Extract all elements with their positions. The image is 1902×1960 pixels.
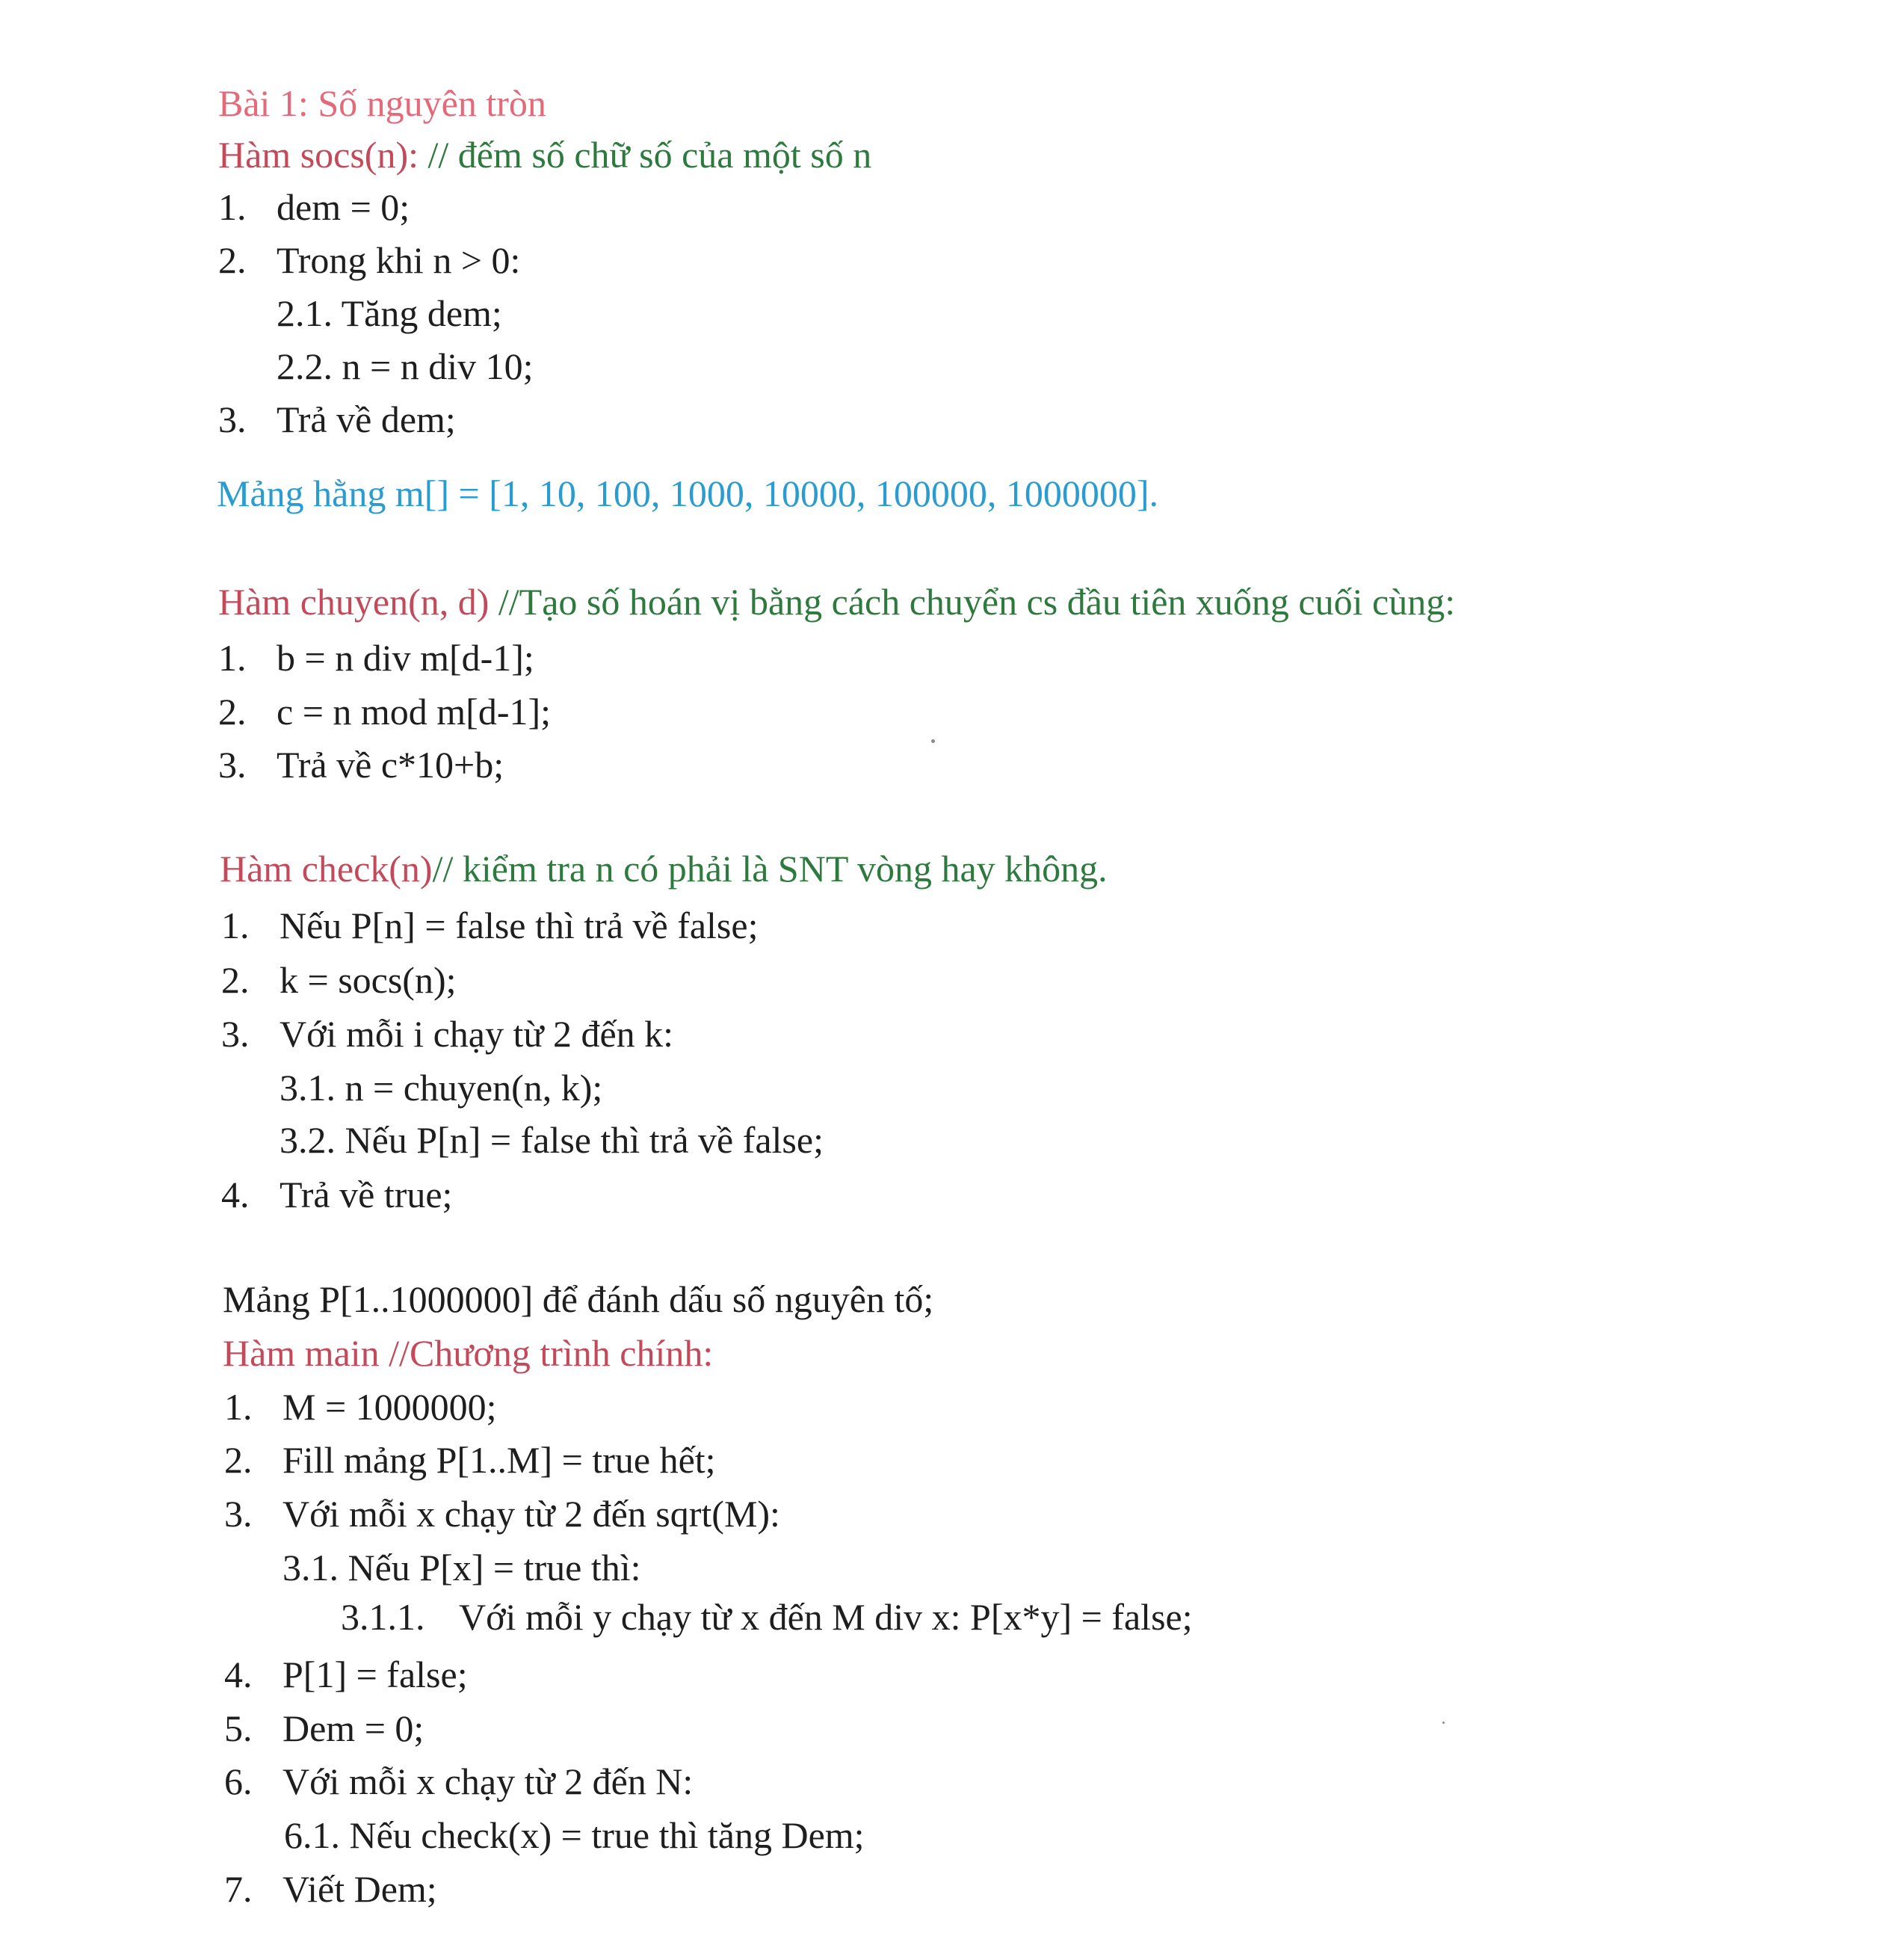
main-substep: 6.1. Nếu check(x) = true thì tăng Dem; [284,1814,865,1856]
check-header-name: Hàm check(n) [220,848,433,890]
check-step: 4. Trả về true; [221,1174,453,1215]
chuyen-header-comment: //Tạo số hoán vị bằng cách chuyển cs đầu tiên xuống cuối cùng: [489,581,1456,623]
socs-substep: 2.2. n = n div 10; [277,345,534,387]
socs-header [218,134,872,176]
main-step: 6. Với mỗi x chạy từ 2 đến N: [224,1760,694,1802]
socs-substep: 2.1. Tăng dem; [277,292,502,334]
check-header-comment: // kiểm tra n có phải là SNT vòng hay không. [432,848,1108,890]
scan-speck [931,739,935,743]
check-header [220,848,1108,890]
main-step: 2. Fill mảng P[1..M] = true hết; [224,1439,716,1481]
main-subsubstep: 3.1.1. Với mỗi y chạy từ x đến M div x: P[x*y] = false; [341,1596,1193,1638]
main-step: 3. Với mỗi x chạy từ 2 đến sqrt(M): [224,1493,780,1535]
socs-step: 2. Trong khi n > 0: [218,239,521,281]
socs-step: 3. Trả về dem; [218,398,456,440]
main-step: 5. Dem = 0; [224,1707,424,1749]
chuyen-header [218,581,1456,623]
main-step: 4. P[1] = false; [224,1654,468,1695]
check-substep: 3.1. n = chuyen(n, k); [280,1067,603,1109]
page-title: Bài 1: Số nguyên tròn [218,82,546,124]
main-step: 7. Viết Dem; [224,1868,437,1910]
socs-header-comment: // đếm số chữ số của một số n [419,134,872,176]
main-header: Hàm main //Chương trình chính: [223,1332,714,1374]
main-step: 1. M = 1000000; [224,1386,497,1428]
socs-header-name: Hàm socs(n): [218,134,419,176]
chuyen-header-name: Hàm chuyen(n, d) [218,581,490,623]
const-array-line: Mảng hằng m[] = [1, 10, 100, 1000, 10000, 100000, 1000000]. [217,472,1159,514]
check-step: 2. k = socs(n); [221,959,457,1001]
check-step: 3. Với mỗi i chạy từ 2 đến k: [221,1013,674,1055]
scan-speck [1442,1722,1445,1724]
chuyen-step: 2. c = n mod m[d-1]; [218,691,552,733]
main-substep: 3.1. Nếu P[x] = true thì: [282,1547,641,1588]
socs-step: 1. dem = 0; [218,186,410,228]
array-p-line: Mảng P[1..1000000] để đánh dấu số nguyên tố; [223,1278,934,1320]
chuyen-step: 1. b = n div m[d-1]; [218,637,534,679]
chuyen-step: 3. Trả về c*10+b; [218,744,504,786]
check-step: 1. Nếu P[n] = false thì trả về false; [221,905,759,946]
check-substep: 3.2. Nếu P[n] = false thì trả về false; [280,1119,824,1161]
